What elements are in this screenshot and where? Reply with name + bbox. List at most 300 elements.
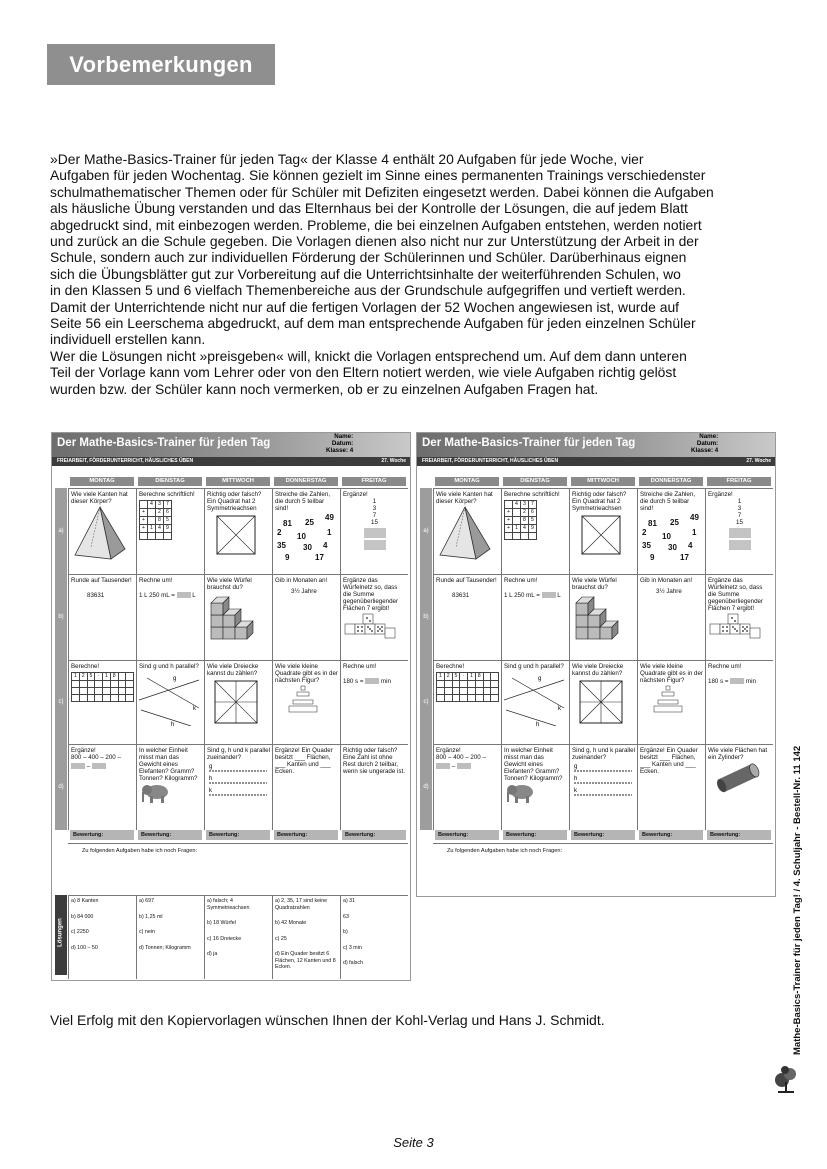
task-cell xyxy=(136,744,204,830)
task-text: Wie viele Dreiecke kannst du zählen? xyxy=(572,663,624,677)
sequence-number: 7 xyxy=(372,512,377,519)
grid-digit: · xyxy=(460,673,468,681)
answer-box xyxy=(364,540,386,550)
cloud-number: 35 xyxy=(277,541,286,550)
grid-digit: 5 xyxy=(164,517,172,525)
sequence-number: 15 xyxy=(371,519,378,526)
cloud-number: 35 xyxy=(642,541,651,550)
grid-digit xyxy=(87,681,95,688)
grid-digit xyxy=(452,695,460,702)
sheet-title: Der Mathe-Basics-Trainer für jeden Tag xyxy=(57,437,271,449)
worksheet-preview-right xyxy=(416,432,776,897)
grid-digit: 1 xyxy=(72,673,80,681)
solution-line: a) 31 xyxy=(343,898,356,904)
rating-box: Bewertung: xyxy=(206,830,270,840)
grid-digit: 5 xyxy=(452,673,460,681)
grid-digit: + xyxy=(505,525,513,533)
solution-line: a) 2, 35, 17 sind keine Quadratzahlen xyxy=(275,898,328,911)
rating-box: Bewertung: xyxy=(639,830,703,840)
task-cell xyxy=(569,744,637,830)
page-number: Seite 3 xyxy=(393,1135,434,1150)
task-text: Rechne um! xyxy=(504,577,538,584)
task-cell xyxy=(340,574,408,660)
sheet-meta-line: Datum: xyxy=(696,440,719,447)
svg-text:g: g xyxy=(173,676,177,682)
grid-digit: 2 xyxy=(521,509,529,517)
task-text: Richtig oder falsch? Eine Zahl ist ohne Rest durch 2 teilbar, wenn sie ungerade ist. xyxy=(343,747,405,775)
grid-digit: 7 xyxy=(529,501,537,509)
solution-line: c) 25 xyxy=(275,935,287,942)
cloud-number: 10 xyxy=(662,532,671,541)
unit: min xyxy=(744,678,756,685)
cloud-number: 4 xyxy=(323,541,328,550)
task-cell xyxy=(272,574,340,660)
grid-digit xyxy=(164,533,172,540)
grid-digit xyxy=(118,673,126,681)
cloud-number: 1 xyxy=(327,528,332,537)
task-text: Runde auf Tausender! xyxy=(436,577,497,584)
grid-digit: 4 xyxy=(148,501,156,509)
intro-line: wurden bzw. der Schüler kann noch vermerken, ob er zu einzelnen Aufgaben Fragen hat. xyxy=(50,380,599,397)
cloud-number: 25 xyxy=(670,518,679,527)
sheet-meta xyxy=(691,433,718,454)
grid-digit: 4 xyxy=(513,501,521,509)
grid-digit xyxy=(118,695,126,702)
row-label: d) xyxy=(420,744,432,830)
svg-text:k: k xyxy=(209,788,212,794)
grid-digit xyxy=(148,509,156,517)
row-label: b) xyxy=(55,574,67,660)
svg-text:k: k xyxy=(558,706,561,712)
publisher-sidebar xyxy=(786,655,818,1075)
sequence-number: 1 xyxy=(372,498,377,505)
task-cell xyxy=(68,488,136,574)
intro-line: abgedruckt sind, mit einbezogen werden. Probleme, die bei einzelnen Aufgaben entstehen, werden notiert xyxy=(50,216,702,233)
answer-box xyxy=(730,678,744,684)
solution-line: a) falsch; 4 Symmetrieachsen xyxy=(207,898,250,911)
grid-digit: 1 xyxy=(437,673,445,681)
solution-line: d) Tonnen; Kilogramm xyxy=(139,944,191,951)
grid-digit xyxy=(529,533,537,540)
grid-digit xyxy=(72,688,80,695)
task-cell xyxy=(272,660,340,744)
square-figure xyxy=(207,512,263,558)
triangles-figure xyxy=(207,677,263,727)
task-cell xyxy=(272,488,340,574)
task-text: Berechne! xyxy=(436,663,465,670)
grid-digit: 2 xyxy=(444,673,452,681)
grid-digit xyxy=(460,695,468,702)
grid-digit xyxy=(87,695,95,702)
task-text: Streiche die Zahlen, die durch 5 teilbar sind! xyxy=(640,491,696,512)
rating-box: Bewertung: xyxy=(138,830,202,840)
grid-digit xyxy=(110,681,118,688)
task-cell xyxy=(433,488,501,574)
solution-line: b) 42 Monate xyxy=(275,920,307,926)
solution-line: c) 2250 xyxy=(71,929,89,935)
grid-digit xyxy=(95,695,103,702)
task-cell xyxy=(136,488,204,574)
grid-digit xyxy=(452,688,460,695)
grid-digit xyxy=(148,517,156,525)
task-cell xyxy=(637,660,705,744)
task-cell xyxy=(569,574,637,660)
intro-line: sich die Übungsblätter gut zur Vorbereitung auf die Unterrichtsinhalte der weiterführenden Schulen, wo xyxy=(50,265,681,282)
solution-column xyxy=(340,895,408,979)
intro-line: Aufgaben für jeden Wochentag. Sie können gezielt im Sinne eines permanenten Trainings verschiedenster xyxy=(50,167,706,184)
dash: – xyxy=(450,763,457,770)
intro-line: in den Klassen 5 und 6 vielfach Themenbereiche aus der Grundschule aufgegriffen und vertieft werden. xyxy=(50,282,686,299)
grid-digit xyxy=(521,533,529,540)
svg-text:g: g xyxy=(209,764,213,770)
expr: 180 s = xyxy=(343,678,366,685)
parallel-lines-figure xyxy=(572,761,634,811)
pyramid-figure xyxy=(436,505,494,561)
svg-text:h: h xyxy=(209,776,213,782)
task-text: Wie viele Dreiecke kannst du zählen? xyxy=(207,663,259,677)
task-cell xyxy=(433,574,501,660)
answer-box xyxy=(457,763,471,769)
grid-digit: 2 xyxy=(156,509,164,517)
solution-line: a) 8 Kanten xyxy=(71,898,99,904)
cloud-number: 9 xyxy=(285,553,290,562)
answer-line xyxy=(436,763,499,770)
grid-digit: 8 xyxy=(156,517,164,525)
task-text: In welcher Einheit misst man das Gewicht eines Elefanten? Gramm? Tonnen? Kilogramm? xyxy=(139,747,198,782)
grid-digit xyxy=(491,673,499,681)
task-expr: 3½ Jahre xyxy=(656,588,682,595)
task-text: Ergänze das Würfelnetz so, dass die Summe gegenüberliegender Flächen 7 ergibt! xyxy=(343,577,399,612)
sheet-week: 27. Woche xyxy=(381,458,406,464)
answer-box xyxy=(436,763,450,769)
intro-line: individuell erstellen kann. xyxy=(50,331,206,348)
task-text: Gib in Monaten an! xyxy=(640,577,693,584)
grid-digit xyxy=(468,688,476,695)
lines-figure xyxy=(504,670,566,726)
intro-line: Teil der Vorlage kann vom Lehrer oder von den Eltern notiert werden, wie viele Aufgaben richtig gelöst xyxy=(50,364,677,381)
cloud-number: 17 xyxy=(680,553,689,562)
cloud-number: 10 xyxy=(297,532,306,541)
day-header: MONTAG xyxy=(70,477,134,486)
grid-digit xyxy=(491,695,499,702)
grid-digit: 5 xyxy=(529,517,537,525)
task-text: Wie viele kleine Quadrate gibt es in der nächsten Figur? xyxy=(275,663,338,684)
task-text: Berechne schriftlich! xyxy=(139,491,195,498)
task-cell xyxy=(340,488,408,574)
grid-digit: 1 xyxy=(468,673,476,681)
grid-digit xyxy=(103,681,111,688)
row-label: a) xyxy=(55,488,67,574)
publisher-logo xyxy=(772,1060,802,1094)
grid-digit: + xyxy=(505,509,513,517)
sequence-number: 3 xyxy=(372,505,377,512)
rating-box: Bewertung: xyxy=(342,830,406,840)
solution-line: c) 3 min xyxy=(343,944,362,951)
expr: 1 L 250 mL = xyxy=(139,592,177,599)
row-label: d) xyxy=(55,744,67,830)
intro-line: schulmathematischer Themen oder für Schüler mit Defiziten eingesetzt werden. Dabei können die Aufgaben xyxy=(50,183,714,200)
task-text: Wie viele Kanten hat dieser Körper? xyxy=(71,491,128,505)
grid-digit: 3 xyxy=(156,501,164,509)
elephant-icon xyxy=(504,782,538,804)
task-text: Ergänze! xyxy=(708,491,733,498)
cube-stairs-figure xyxy=(207,591,269,643)
task-cell xyxy=(637,574,705,660)
sequence-number: 15 xyxy=(736,519,743,526)
grid-digit: 8 xyxy=(475,673,483,681)
task-text: Sind g, h und k parallel zueinander? xyxy=(207,747,270,761)
task-cell xyxy=(433,660,501,744)
cloud-number: 81 xyxy=(648,519,657,528)
grid-digit xyxy=(126,695,134,702)
grid-digit xyxy=(505,501,513,509)
grid-digit xyxy=(437,688,445,695)
solutions-label xyxy=(55,895,67,975)
grid-digit: 1 xyxy=(103,673,111,681)
conversion-line xyxy=(343,678,406,685)
task-text: Ergänze! xyxy=(71,747,96,754)
grid-digit xyxy=(72,695,80,702)
conversion-line xyxy=(139,592,202,599)
task-cell xyxy=(637,744,705,830)
grid-digit xyxy=(437,681,445,688)
dash: – xyxy=(85,763,92,770)
rating-box: Bewertung: xyxy=(707,830,771,840)
sheet-subtitle: FREIARBEIT, FÖRDERUNTERRICHT, HÄUSLICHES ÜBEN xyxy=(422,458,559,464)
solutions-label-text: Lösungen xyxy=(57,918,64,947)
grid-digit xyxy=(483,695,491,702)
conversion-line xyxy=(504,592,567,599)
svg-text:g: g xyxy=(538,676,542,682)
worksheet-preview-left xyxy=(51,432,411,981)
sheet-subtitle: FREIARBEIT, FÖRDERUNTERRICHT, HÄUSLICHES ÜBEN xyxy=(57,458,194,464)
parallel-lines-figure xyxy=(207,761,269,811)
grid-digit: 6 xyxy=(529,509,537,517)
section-heading: Vorbemerkungen xyxy=(47,44,275,85)
grid-digit xyxy=(475,695,483,702)
solution-line: c) nein xyxy=(139,929,155,935)
grid-digit xyxy=(118,688,126,695)
sheet-header xyxy=(52,433,410,457)
grid-digit: 2 xyxy=(79,673,87,681)
task-text: In welcher Einheit misst man das Gewicht eines Elefanten? Gramm? Tonnen? Kilogramm? xyxy=(504,747,563,782)
grid-digit xyxy=(475,688,483,695)
grid-digit: · xyxy=(95,673,103,681)
grid-digit xyxy=(87,688,95,695)
cloud-number: 30 xyxy=(668,543,677,552)
task-text: Ergänze! xyxy=(436,747,461,754)
grid-digit xyxy=(103,688,111,695)
day-header: MONTAG xyxy=(435,477,499,486)
svg-text:k: k xyxy=(193,706,196,712)
grid-digit xyxy=(491,688,499,695)
addition-grid xyxy=(139,500,172,540)
intro-text xyxy=(50,151,785,397)
day-header: MITTWOCH xyxy=(206,477,270,486)
svg-text:h: h xyxy=(574,776,578,782)
answer-box xyxy=(365,678,379,684)
sheet-subtitle-bar xyxy=(417,457,775,466)
grid-digit: 1 xyxy=(513,525,521,533)
number-cloud xyxy=(640,512,703,564)
dice-net-figure xyxy=(343,612,403,642)
closing-text: Viel Erfolg mit den Kopiervorlagen wünschen Ihnen der Kohl-Verlag und Hans J. Schmidt. xyxy=(50,1012,605,1028)
cloud-number: 2 xyxy=(277,528,282,537)
elephant-icon xyxy=(139,782,173,804)
grid-digit xyxy=(156,533,164,540)
task-cell xyxy=(204,488,272,574)
grid-digit: + xyxy=(505,517,513,525)
sheet-meta-line: Klasse: 4 xyxy=(691,447,719,454)
task-text: Wie viele Kanten hat dieser Körper? xyxy=(436,491,493,505)
grid-digit: 9 xyxy=(529,525,537,533)
grid-digit xyxy=(460,688,468,695)
task-cell xyxy=(705,660,773,744)
grid-digit xyxy=(126,681,134,688)
sheet-meta xyxy=(326,433,353,454)
unit: L xyxy=(555,592,561,599)
task-cell xyxy=(340,660,408,744)
answer-box xyxy=(542,592,556,598)
solution-line: d) falsch xyxy=(343,960,364,966)
task-text: Sind g, h und k parallel zueinander? xyxy=(572,747,635,761)
addition-grid xyxy=(504,500,537,540)
grid-digit xyxy=(103,695,111,702)
grid-digit xyxy=(110,688,118,695)
grid-digit xyxy=(444,688,452,695)
grid-digit xyxy=(79,681,87,688)
grid-digit xyxy=(95,681,103,688)
cube-stairs-figure xyxy=(572,591,634,643)
questions-area: Zu folgenden Aufgaben habe ich noch Fragen: xyxy=(433,843,773,891)
solution-column xyxy=(204,895,272,979)
task-number: 83631 xyxy=(87,592,105,599)
square-pyramid-figure xyxy=(275,684,335,714)
grid-digit xyxy=(140,501,148,509)
cloud-number: 49 xyxy=(325,513,334,522)
solution-line: d) 100 – 50 xyxy=(71,944,98,951)
task-text: Wie viele Würfel brauchst du? xyxy=(572,577,617,591)
day-header: DIENSTAG xyxy=(138,477,202,486)
grid-digit: + xyxy=(140,517,148,525)
answer-box xyxy=(92,763,106,769)
number-cloud xyxy=(275,512,338,564)
task-cell xyxy=(136,574,204,660)
grid-digit xyxy=(118,681,126,688)
day-header: DONNERSTAG xyxy=(639,477,703,486)
grid-digit xyxy=(126,673,134,681)
pyramid-figure xyxy=(71,505,129,561)
task-cell xyxy=(501,488,569,574)
intro-line: »Der Mathe-Basics-Trainer für jeden Tag« der Klasse 4 enthält 20 Aufgaben für jede Woche, vier xyxy=(50,151,644,167)
task-cell xyxy=(501,574,569,660)
grid-digit xyxy=(468,695,476,702)
unit: min xyxy=(379,678,391,685)
sheet-meta-line: Klasse: 4 xyxy=(326,447,354,454)
task-cell xyxy=(501,744,569,830)
grid-digit xyxy=(140,533,148,540)
sheet-meta-line: Name: xyxy=(334,433,354,440)
rating-box: Bewertung: xyxy=(435,830,499,840)
cloud-number: 25 xyxy=(305,518,314,527)
grid-digit: 7 xyxy=(164,501,172,509)
day-header: FREITAG xyxy=(342,477,406,486)
task-cell xyxy=(68,744,136,830)
task-cell xyxy=(204,574,272,660)
answer-box xyxy=(177,592,191,598)
row-label: b) xyxy=(420,574,432,660)
sidebar-text: Mathe-Basics-Trainer für jeden Tag! / 4. Schuljahr - Bestell-Nr. 11 142 xyxy=(792,745,803,1055)
grid-digit xyxy=(475,681,483,688)
rating-box: Bewertung: xyxy=(503,830,567,840)
multiplication-grid xyxy=(71,672,134,702)
task-text: Rechne um! xyxy=(708,663,742,670)
task-cell xyxy=(204,744,272,830)
answer-box xyxy=(729,540,751,550)
sheet-header xyxy=(417,433,775,457)
grid-digit xyxy=(72,681,80,688)
questions-area: Zu folgenden Aufgaben habe ich noch Fragen: xyxy=(68,843,408,891)
task-text: Wie viele Würfel brauchst du? xyxy=(207,577,252,591)
grid-digit xyxy=(483,688,491,695)
cylinder-icon xyxy=(708,761,768,795)
sequence-number: 7 xyxy=(737,512,742,519)
task-text: Berechne! xyxy=(71,663,100,670)
row-label: a) xyxy=(420,488,432,574)
expr: 180 s = xyxy=(708,678,731,685)
sheet-meta-line: Name: xyxy=(699,433,719,440)
grid-digit: 3 xyxy=(521,501,529,509)
task-cell xyxy=(68,660,136,744)
task-expr: 800 – 400 – 200 – xyxy=(436,754,486,761)
task-cell xyxy=(433,744,501,830)
task-text: Richtig oder falsch? Ein Quadrat hat 2 Symmetrieachsen xyxy=(207,491,262,512)
solution-line: b) 84 000 xyxy=(71,913,94,920)
task-cell xyxy=(637,488,705,574)
task-text: Wie viele kleine Quadrate gibt es in der nächsten Figur? xyxy=(640,663,703,684)
task-cell xyxy=(204,660,272,744)
task-cell xyxy=(272,744,340,830)
grid-digit xyxy=(444,695,452,702)
intro-line: und zurück an die Schule gegeben. Die Vorlagen dienen also nicht nur zur Unterstützung der Arbeit in der xyxy=(50,233,699,250)
sheet-week: 27. Woche xyxy=(746,458,771,464)
task-expr: 3½ Jahre xyxy=(291,588,317,595)
task-cell xyxy=(501,660,569,744)
task-text: Rechne um! xyxy=(139,577,173,584)
svg-text:g: g xyxy=(574,764,578,770)
grid-digit xyxy=(79,695,87,702)
task-text: Sind g und h parallel? xyxy=(504,663,564,670)
task-text: Ergänze das Würfelnetz so, dass die Summe gegenüberliegender Flächen 7 ergibt! xyxy=(708,577,764,612)
task-text: Gib in Monaten an! xyxy=(275,577,328,584)
grid-digit xyxy=(148,533,156,540)
cloud-number: 81 xyxy=(283,519,292,528)
task-text: Berechne schriftlich! xyxy=(504,491,560,498)
solution-column xyxy=(68,895,136,979)
answer-box xyxy=(729,528,751,538)
task-text: Streiche die Zahlen, die durch 5 teilbar sind! xyxy=(275,491,331,512)
task-cell xyxy=(705,574,773,660)
cloud-number: 4 xyxy=(688,541,693,550)
task-number: 83631 xyxy=(452,592,470,599)
task-cell xyxy=(569,660,637,744)
grid-digit xyxy=(491,681,499,688)
sequence-number: 1 xyxy=(737,498,742,505)
day-header: DIENSTAG xyxy=(503,477,567,486)
grid-digit: 4 xyxy=(156,525,164,533)
task-cell xyxy=(136,660,204,744)
task-text: Ergänze! Ein Quader besitzt ___ Flächen, ___ Kanten und ___ Ecken. xyxy=(640,747,698,775)
